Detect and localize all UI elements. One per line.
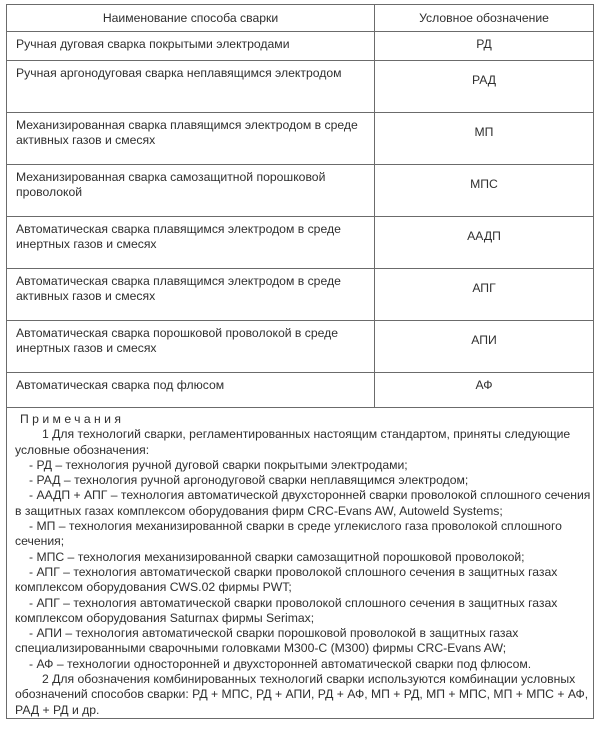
designation-cell: РАД	[375, 61, 594, 113]
designation-cell: АФ	[375, 373, 594, 408]
notes-row	[7, 408, 594, 719]
designation-cell: АПГ	[375, 269, 594, 321]
designation-cell: РД	[375, 32, 594, 61]
header-designation: Условное обозначение	[375, 5, 594, 32]
notes-heading: Примечания	[20, 412, 125, 426]
method-name-cell: Ручная дуговая сварка покрытыми электродами	[7, 32, 375, 61]
notes-cell	[7, 408, 594, 719]
designation-cell: МП	[375, 113, 594, 165]
table-row	[7, 61, 594, 113]
table-row	[7, 269, 594, 321]
table-row	[7, 32, 594, 61]
method-name-cell: Механизированная сварка плавящимся электродом в среде активных газов и смесях	[7, 113, 375, 165]
note-2: 2 Для обозначения комбинированных технологий сварки используются комбинации условных обозначений способов сварки: РД + МПС, РД + АПИ, РД + АФ, МП + РД, МП + МПС, МП + МПС + АФ, РАД + РД и др.	[15, 672, 589, 717]
document-page	[6, 4, 593, 730]
note-1-item: - АПГ – технология автоматической сварки проволокой сплошного сечения в защитных газах комплексом оборудования Saturnax фирмы Serimax;	[15, 595, 558, 625]
table-row	[7, 321, 594, 373]
designation-cell: АПИ	[375, 321, 594, 373]
method-name-cell: Автоматическая сварка порошковой проволокой в среде инертных газов и смесях	[7, 321, 375, 373]
header-method-name: Наименование способа сварки	[7, 5, 375, 32]
table-row	[7, 217, 594, 269]
welding-methods-table	[6, 4, 594, 719]
method-name-cell: Автоматическая сварка плавящимся электродом в среде активных газов и смесях	[7, 269, 375, 321]
table-row	[7, 373, 594, 408]
method-name-cell: Механизированная сварка самозащитной порошковой проволокой	[7, 165, 375, 217]
note-1-intro: 1 Для технологий сварки, регламентированных настоящим стандартом, приняты следующие условные обозначения:	[15, 427, 571, 457]
table-row	[7, 113, 594, 165]
note-1-item: - МПС – технология механизированной сварки самозащитной порошковой проволокой;	[29, 549, 525, 564]
note-1-item: - РАД – технология ручной аргонодуговой сварки неплавящимся электродом;	[29, 473, 469, 488]
method-name-cell: Ручная аргонодуговая сварка неплавящимся электродом	[7, 61, 375, 113]
note-1-item: - АПИ – технология автоматической сварки порошковой проволокой в защитных газах специализированными сварочными головками М300-С (М300) фирмы CRC-Evans AW;	[15, 626, 519, 656]
table-row	[7, 165, 594, 217]
note-1-item: - АФ – технологии односторонней и двухсторонней автоматической сварки под флюсом.	[29, 656, 532, 671]
designation-cell: МПС	[375, 165, 594, 217]
method-name-cell: Автоматическая сварка под флюсом	[7, 373, 375, 408]
designation-cell: ААДП	[375, 217, 594, 269]
table-header-row	[7, 5, 594, 32]
note-1-item: - РД – технология ручной дуговой сварки покрытыми электродами;	[29, 457, 408, 472]
note-1-item: - ААДП + АПГ – технология автоматической двухсторонней сварки проволокой сплошного сечения в защитных газах комплексом оборудования фирм CRC-Evans AW, Autoweld Systems;	[15, 488, 591, 518]
note-1-item: - МП – технология механизированной сварки в среде углекислого газа проволокой сплошного сечения;	[15, 519, 562, 549]
note-1-item: - АПГ – технология автоматической сварки проволокой сплошного сечения в защитных газах комплексом оборудования CWS.02 фирмы PWT;	[15, 564, 558, 595]
method-name-cell: Автоматическая сварка плавящимся электродом в среде инертных газов и смесях	[7, 217, 375, 269]
notes-block	[11, 408, 597, 718]
